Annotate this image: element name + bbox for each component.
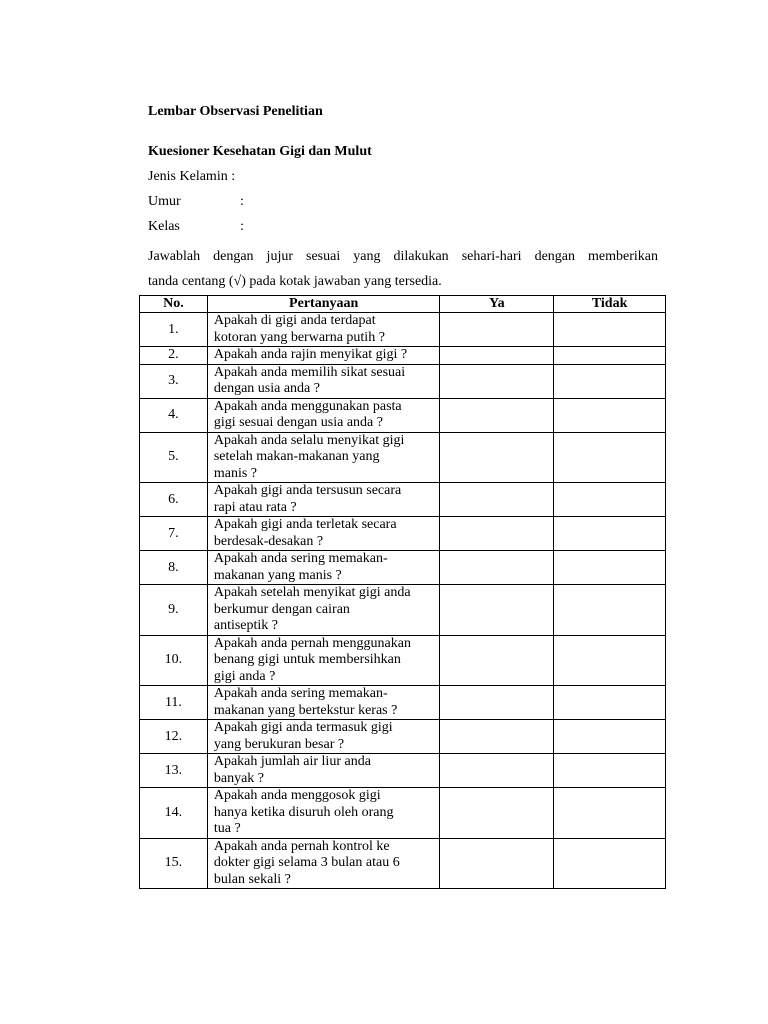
row-number: 4. [140, 398, 208, 432]
field-age [148, 194, 244, 210]
question-cell [207, 551, 440, 585]
answer-yes-box[interactable] [440, 754, 554, 788]
question-line: rapi atau rata ? [213, 499, 297, 515]
answer-no-box[interactable] [554, 720, 666, 754]
question-line: dengan usia anda ? [213, 381, 320, 396]
row-number: 7. [140, 517, 208, 551]
question-cell [207, 754, 440, 788]
table-row [140, 517, 666, 551]
table-row [140, 788, 666, 839]
answer-yes-box[interactable] [440, 686, 554, 720]
answer-yes-box[interactable] [440, 432, 554, 483]
question-line: Apakah jumlah air liur anda [213, 754, 371, 769]
answer-no-box[interactable] [554, 517, 666, 551]
instruction-line-2: tanda centang (√) pada kotak jawaban yang tersedia. [148, 274, 442, 289]
question-line: Apakah anda sering memakan- [213, 551, 388, 566]
question-line: makanan yang manis ? [213, 567, 342, 583]
answer-yes-box[interactable] [440, 635, 554, 686]
header-yes: Ya [440, 296, 554, 313]
question-line: berdesak-desakan ? [213, 533, 324, 549]
question-line: antiseptik ? [213, 618, 279, 633]
answer-yes-box[interactable] [440, 517, 554, 551]
question-cell [207, 788, 440, 839]
question-line: Apakah di gigi anda terdapat [213, 313, 376, 328]
answer-no-box[interactable] [554, 551, 666, 585]
question-cell [207, 313, 440, 347]
question-line: berkumur dengan cairan [213, 601, 350, 617]
field-class-label: Kelas [148, 219, 180, 234]
answer-no-box[interactable] [554, 398, 666, 432]
table-row [140, 347, 666, 365]
question-line: Apakah gigi anda terletak secara [213, 517, 397, 532]
table-row [140, 754, 666, 788]
question-line: Apakah gigi anda termasuk gigi [213, 720, 393, 735]
answer-no-box[interactable] [554, 754, 666, 788]
field-age-label: Umur [148, 194, 181, 209]
instruction-text [148, 244, 658, 294]
answer-yes-box[interactable] [440, 313, 554, 347]
table-row [140, 585, 666, 636]
answer-no-box[interactable] [554, 364, 666, 398]
answer-yes-box[interactable] [440, 838, 554, 889]
field-age-sep: : [240, 194, 244, 209]
question-cell [207, 364, 440, 398]
question-cell [207, 686, 440, 720]
table-row [140, 432, 666, 483]
answer-yes-box[interactable] [440, 347, 554, 365]
question-cell [207, 585, 440, 636]
answer-no-box[interactable] [554, 313, 666, 347]
question-line: Apakah anda pernah kontrol ke [213, 838, 390, 854]
answer-yes-box[interactable] [440, 585, 554, 636]
answer-no-box[interactable] [554, 788, 666, 839]
row-number: 9. [140, 585, 208, 636]
table-row [140, 551, 666, 585]
questionnaire-title: Kuesioner Kesehatan Gigi dan Mulut [148, 144, 372, 159]
question-line: bulan sekali ? [213, 871, 291, 887]
instruction-line-1: Jawablah dengan jujur sesuai yang dilakukan sehari-hari dengan memberikan [148, 249, 658, 264]
question-line: makanan yang bertekstur keras ? [213, 702, 398, 718]
question-line: gigi sesuai dengan usia anda ? [213, 415, 383, 430]
row-number: 2. [140, 347, 208, 365]
answer-yes-box[interactable] [440, 364, 554, 398]
question-line: manis ? [213, 465, 258, 481]
question-line: gigi anda ? [213, 668, 276, 684]
question-line: Apakah anda sering memakan- [213, 686, 388, 701]
header-question: Pertanyaan [207, 296, 440, 313]
answer-yes-box[interactable] [440, 720, 554, 754]
table-row [140, 313, 666, 347]
answer-yes-box[interactable] [440, 398, 554, 432]
row-number: 11. [140, 686, 208, 720]
row-number: 1. [140, 313, 208, 347]
question-line: Apakah anda menggosok gigi [213, 788, 381, 803]
question-line: hanya ketika disuruh oleh orang [213, 804, 394, 820]
question-line: Apakah anda menggunakan pasta [213, 398, 402, 414]
answer-no-box[interactable] [554, 585, 666, 636]
question-line: Apakah anda rajin menyikat gigi ? [213, 347, 408, 362]
question-line: benang gigi untuk membersihkan [213, 652, 401, 667]
question-cell [207, 432, 440, 483]
table-row [140, 398, 666, 432]
table-row [140, 720, 666, 754]
answer-yes-box[interactable] [440, 551, 554, 585]
answer-yes-box[interactable] [440, 483, 554, 517]
question-line: dokter gigi selama 3 bulan atau 6 [213, 855, 400, 870]
header-no-answer: Tidak [554, 296, 666, 313]
answer-no-box[interactable] [554, 686, 666, 720]
question-cell [207, 347, 440, 365]
field-gender [148, 169, 235, 185]
row-number: 12. [140, 720, 208, 754]
question-line: tua ? [213, 821, 241, 836]
question-line: yang berukuran besar ? [213, 736, 345, 752]
row-number: 10. [140, 635, 208, 686]
table-row [140, 483, 666, 517]
question-cell [207, 517, 440, 551]
field-class-sep: : [240, 219, 244, 234]
table-header-row [140, 296, 666, 313]
question-line: kotoran yang berwarna putih ? [213, 329, 385, 345]
row-number: 14. [140, 788, 208, 839]
field-gender-label: Jenis Kelamin : [148, 169, 236, 184]
row-number: 15. [140, 838, 208, 889]
question-cell [207, 398, 440, 432]
table-row [140, 686, 666, 720]
question-line: Apakah anda memilih sikat sesuai [213, 364, 406, 380]
question-cell [207, 483, 440, 517]
question-cell [207, 635, 440, 686]
table-row [140, 364, 666, 398]
row-number: 3. [140, 364, 208, 398]
question-line: Apakah anda selalu menyikat gigi [213, 432, 405, 448]
answer-no-box[interactable] [554, 483, 666, 517]
answer-yes-box[interactable] [440, 788, 554, 839]
row-number: 6. [140, 483, 208, 517]
question-line: banyak ? [213, 770, 265, 786]
table-row [140, 635, 666, 686]
question-cell [207, 720, 440, 754]
document-title: Lembar Observasi Penelitian [148, 104, 323, 119]
answer-no-box[interactable] [554, 635, 666, 686]
row-number: 13. [140, 754, 208, 788]
question-cell [207, 838, 440, 889]
header-no: No. [140, 296, 208, 313]
row-number: 8. [140, 551, 208, 585]
table-row [140, 838, 666, 889]
question-line: Apakah anda pernah menggunakan [213, 635, 411, 651]
question-line: setelah makan-makanan yang [213, 449, 380, 464]
answer-no-box[interactable] [554, 347, 666, 365]
field-class [148, 219, 244, 235]
question-line: Apakah setelah menyikat gigi anda [213, 585, 411, 600]
question-line: Apakah gigi anda tersusun secara [213, 483, 402, 498]
answer-no-box[interactable] [554, 432, 666, 483]
questionnaire-table [139, 295, 666, 889]
answer-no-box[interactable] [554, 838, 666, 889]
row-number: 5. [140, 432, 208, 483]
